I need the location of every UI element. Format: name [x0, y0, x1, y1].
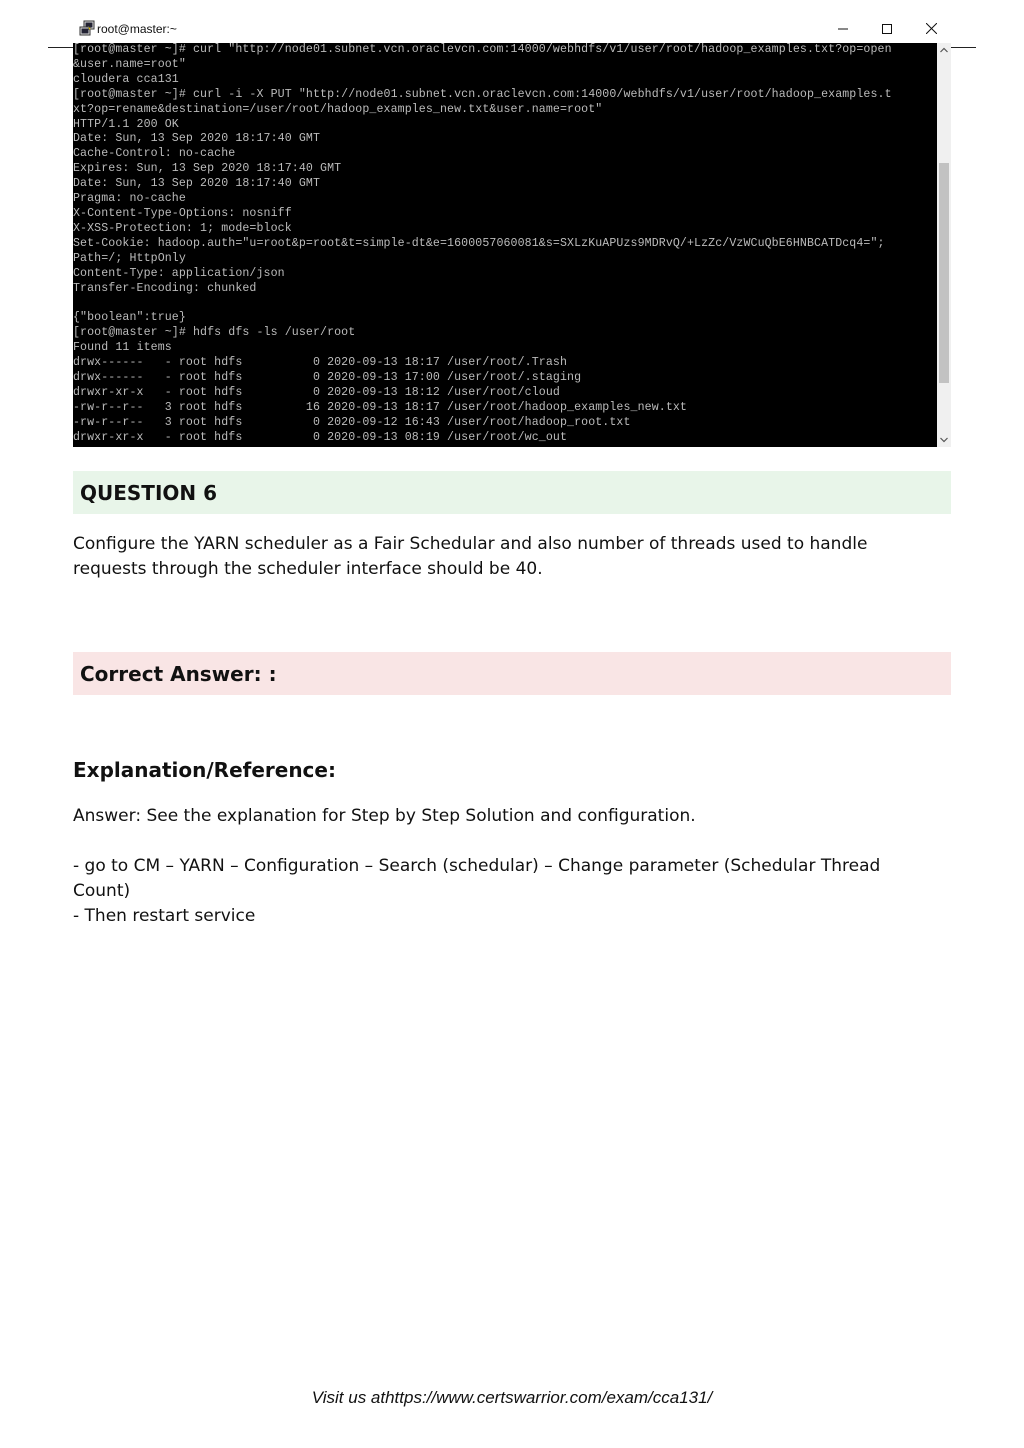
chevron-up-icon: [940, 47, 948, 53]
close-icon: [926, 23, 937, 34]
minimize-button[interactable]: [821, 14, 865, 43]
explanation-line: - go to CM – YARN – Configuration – Search (schedular) – Change parameter (Schedular Thread Count): [73, 856, 881, 901]
terminal-line: cloudera cca131: [73, 72, 179, 86]
terminal-line: [root@master ~]# curl "http://node01.subnet.vcn.oraclevcn.com:14000/webhdfs/v1/user/root/hadoop_examples.txt?op=open: [73, 43, 892, 56]
maximize-icon: [882, 24, 892, 34]
minimize-icon: [838, 24, 848, 34]
terminal-line: drwx------ - root hdfs 0 2020-09-13 17:00 /user/root/.staging: [73, 370, 582, 384]
terminal-line: [root@master ~]# hdfs dfs -ls /user/root: [73, 326, 356, 340]
explanation-heading: Explanation/Reference:: [73, 758, 336, 782]
terminal-line: Expires: Sun, 13 Sep 2020 18:17:40 GMT: [73, 162, 342, 176]
chevron-down-icon: [940, 437, 948, 443]
terminal-line: Path=/; HttpOnly: [73, 251, 186, 265]
terminal-line: X-XSS-Protection: 1; mode=block: [73, 221, 292, 235]
terminal-line: -rw-r--r-- 3 root hdfs 0 2020-09-12 16:43 /user/root/hadoop_root.txt: [73, 415, 631, 429]
terminal-line: Date: Sun, 13 Sep 2020 18:17:40 GMT: [73, 132, 321, 146]
terminal-line: Found 11 items: [73, 341, 172, 355]
window-titlebar[interactable]: [73, 14, 951, 43]
divider-right: [951, 47, 976, 48]
scroll-down-button[interactable]: [937, 433, 951, 447]
terminal-line: drwxr-xr-x - root hdfs 0 2020-09-13 18:12 /user/root/cloud: [73, 385, 560, 399]
terminal-line: &user.name=root": [73, 57, 186, 71]
maximize-button[interactable]: [865, 14, 909, 43]
terminal-line: Set-Cookie: hadoop.auth="u=root&p=root&t=simple-dt&e=1600057060081&s=SXLzKuAPUzs9MDRvQ/+LzZc/VzWCuQbE6HNBCATDcq4=";: [73, 236, 885, 250]
terminal-line: Pragma: no-cache: [73, 192, 186, 206]
question-text: Configure the YARN scheduler as a Fair Schedular and also number of threads used to handle requests through the scheduler interface should be 40.: [73, 534, 868, 579]
terminal-line: HTTP/1.1 200 OK: [73, 117, 179, 131]
terminal-line: Date: Sun, 13 Sep 2020 18:17:40 GMT: [73, 177, 321, 191]
scroll-up-button[interactable]: [937, 43, 951, 57]
terminal-line: {"boolean":true}: [73, 311, 186, 325]
correct-answer-heading: Correct Answer: :: [73, 652, 951, 695]
explanation-body: [73, 804, 933, 929]
footer-link[interactable]: Visit us athttps://www.certswarrior.com/exam/cca131/: [311, 1388, 713, 1407]
terminal-line: drwxr-xr-x - root hdfs 0 2020-09-13 08:19 /user/root/wc_out: [73, 430, 568, 444]
terminal-output[interactable]: [73, 43, 937, 447]
putty-icon: [79, 20, 95, 36]
terminal-line: Content-Type: application/json: [73, 266, 285, 280]
terminal-line: drwx------ - root hdfs 0 2020-09-13 18:17 /user/root/.Trash: [73, 356, 568, 370]
question-heading: QUESTION 6: [73, 471, 951, 514]
explanation-line: Answer: See the explanation for Step by Step Solution and configuration.: [73, 806, 696, 826]
terminal-line: [73, 296, 937, 311]
divider-left: [48, 47, 73, 48]
scroll-thumb[interactable]: [939, 163, 949, 383]
terminal-line: X-Content-Type-Options: nosniff: [73, 206, 292, 220]
close-button[interactable]: [909, 14, 953, 43]
terminal-line: [root@master ~]# curl -i -X PUT "http://node01.subnet.vcn.oraclevcn.com:14000/webhdfs/v1/user/root/hadoop_examples.t: [73, 87, 892, 101]
terminal-line: Transfer-Encoding: chunked: [73, 281, 257, 295]
terminal-line: -rw-r--r-- 3 root hdfs 16 2020-09-13 18:17 /user/root/hadoop_examples_new.txt: [73, 400, 687, 414]
terminal-scrollbar[interactable]: [937, 43, 951, 447]
terminal-line: xt?op=rename&destination=/user/root/hadoop_examples_new.txt&user.name=root": [73, 102, 603, 116]
terminal-line: Cache-Control: no-cache: [73, 147, 236, 161]
window-title: root@master:~: [97, 22, 177, 36]
explanation-line: - Then restart service: [73, 906, 256, 926]
